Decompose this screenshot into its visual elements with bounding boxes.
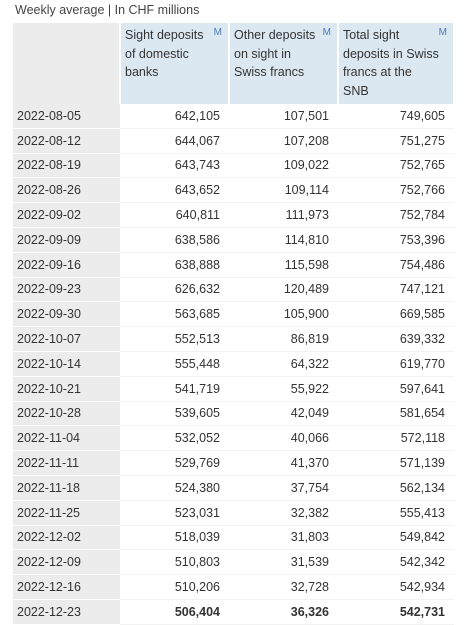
- cell-domestic-banks: 644,067: [120, 128, 229, 153]
- row-date: 2022-12-16: [13, 575, 120, 600]
- table-row: [13, 599, 454, 624]
- cell-domestic-banks: 552,513: [120, 327, 229, 352]
- cell-total: 747,121: [338, 277, 454, 302]
- table-row: [13, 277, 454, 302]
- cell-total: 542,731: [338, 599, 454, 624]
- cell-domestic-banks: 555,448: [120, 351, 229, 376]
- cell-total: 749,605: [338, 104, 454, 128]
- cell-total: 753,396: [338, 227, 454, 252]
- column-header-other-deposits: [229, 23, 338, 104]
- row-date: 2022-09-16: [13, 252, 120, 277]
- cell-total: 542,934: [338, 575, 454, 600]
- cell-other-deposits: 86,819: [229, 327, 338, 352]
- table-row: [13, 500, 454, 525]
- table-row: [13, 252, 454, 277]
- cell-other-deposits: 41,370: [229, 451, 338, 476]
- cell-total: 619,770: [338, 351, 454, 376]
- column-header-domestic-banks: [120, 23, 229, 104]
- cell-domestic-banks: 532,052: [120, 426, 229, 451]
- cell-domestic-banks: 523,031: [120, 500, 229, 525]
- cell-domestic-banks: 643,743: [120, 153, 229, 178]
- cell-other-deposits: 37,754: [229, 475, 338, 500]
- cell-domestic-banks: 642,105: [120, 104, 229, 128]
- table-row: [13, 351, 454, 376]
- cell-other-deposits: 55,922: [229, 376, 338, 401]
- cell-other-deposits: 31,539: [229, 550, 338, 575]
- metadata-badge[interactable]: M: [438, 27, 447, 38]
- cell-other-deposits: 64,322: [229, 351, 338, 376]
- cell-total: 754,486: [338, 252, 454, 277]
- cell-other-deposits: 115,598: [229, 252, 338, 277]
- column-header-label: Total sight deposits in Swiss francs at the SNB: [343, 28, 439, 98]
- cell-total: 597,641: [338, 376, 454, 401]
- cell-domestic-banks: 626,632: [120, 277, 229, 302]
- cell-total: 752,784: [338, 203, 454, 228]
- cell-other-deposits: 42,049: [229, 401, 338, 426]
- metadata-badge[interactable]: M: [322, 27, 331, 38]
- table-row: [13, 401, 454, 426]
- cell-other-deposits: 111,973: [229, 203, 338, 228]
- row-date: 2022-09-02: [13, 203, 120, 228]
- column-header-label: Sight deposits of domestic banks: [125, 28, 204, 79]
- table-row: [13, 227, 454, 252]
- row-date: 2022-11-18: [13, 475, 120, 500]
- cell-domestic-banks: 506,404: [120, 599, 229, 624]
- cell-other-deposits: 105,900: [229, 302, 338, 327]
- cell-domestic-banks: 510,803: [120, 550, 229, 575]
- row-date: 2022-12-09: [13, 550, 120, 575]
- row-date: 2022-10-14: [13, 351, 120, 376]
- row-date: 2022-08-26: [13, 178, 120, 203]
- cell-total: 562,134: [338, 475, 454, 500]
- table-row: [13, 550, 454, 575]
- cell-domestic-banks: 518,039: [120, 525, 229, 550]
- cell-total: 752,766: [338, 178, 454, 203]
- row-date: 2022-11-04: [13, 426, 120, 451]
- table-row: [13, 525, 454, 550]
- header-row: [13, 23, 454, 104]
- cell-domestic-banks: 529,769: [120, 451, 229, 476]
- cell-other-deposits: 32,728: [229, 575, 338, 600]
- cell-total: 572,118: [338, 426, 454, 451]
- table-caption: Weekly average | In CHF millions: [15, 3, 200, 17]
- cell-domestic-banks: 563,685: [120, 302, 229, 327]
- cell-other-deposits: 109,114: [229, 178, 338, 203]
- metadata-badge[interactable]: M: [213, 27, 222, 38]
- row-date: 2022-11-11: [13, 451, 120, 476]
- table-row: [13, 104, 454, 128]
- cell-domestic-banks: 640,811: [120, 203, 229, 228]
- row-date: 2022-08-12: [13, 128, 120, 153]
- cell-total: 542,342: [338, 550, 454, 575]
- row-date: 2022-10-07: [13, 327, 120, 352]
- cell-other-deposits: 114,810: [229, 227, 338, 252]
- table-row: [13, 178, 454, 203]
- row-date: 2022-12-23: [13, 599, 120, 624]
- cell-domestic-banks: 524,380: [120, 475, 229, 500]
- table-row: [13, 451, 454, 476]
- cell-other-deposits: 36,326: [229, 599, 338, 624]
- table-row: [13, 327, 454, 352]
- cell-domestic-banks: 643,652: [120, 178, 229, 203]
- cell-total: 752,765: [338, 153, 454, 178]
- table-row: [13, 128, 454, 153]
- row-date: 2022-08-19: [13, 153, 120, 178]
- cell-other-deposits: 107,208: [229, 128, 338, 153]
- cell-domestic-banks: 539,605: [120, 401, 229, 426]
- cell-other-deposits: 109,022: [229, 153, 338, 178]
- row-date: 2022-11-25: [13, 500, 120, 525]
- cell-total: 581,654: [338, 401, 454, 426]
- cell-total: 549,842: [338, 525, 454, 550]
- row-date: 2022-09-23: [13, 277, 120, 302]
- cell-total: 669,585: [338, 302, 454, 327]
- cell-total: 571,139: [338, 451, 454, 476]
- sight-deposits-table: [13, 23, 455, 625]
- cell-domestic-banks: 638,888: [120, 252, 229, 277]
- cell-total: 639,332: [338, 327, 454, 352]
- table-row: [13, 203, 454, 228]
- cell-domestic-banks: 510,206: [120, 575, 229, 600]
- cell-other-deposits: 120,489: [229, 277, 338, 302]
- row-date: 2022-09-30: [13, 302, 120, 327]
- table-row: [13, 302, 454, 327]
- column-header-total-sight-deposits: [338, 23, 454, 104]
- row-date: 2022-09-09: [13, 227, 120, 252]
- row-date: 2022-08-05: [13, 104, 120, 128]
- cell-total: 555,413: [338, 500, 454, 525]
- table-row: [13, 575, 454, 600]
- cell-other-deposits: 32,382: [229, 500, 338, 525]
- table-row: [13, 426, 454, 451]
- column-header-label: Other deposits on sight in Swiss francs: [234, 28, 316, 79]
- table-row: [13, 153, 454, 178]
- cell-other-deposits: 40,066: [229, 426, 338, 451]
- cell-other-deposits: 31,803: [229, 525, 338, 550]
- table-row: [13, 376, 454, 401]
- table-row: [13, 475, 454, 500]
- cell-other-deposits: 107,501: [229, 104, 338, 128]
- cell-domestic-banks: 541,719: [120, 376, 229, 401]
- row-date: 2022-10-28: [13, 401, 120, 426]
- row-date: 2022-12-02: [13, 525, 120, 550]
- cell-domestic-banks: 638,586: [120, 227, 229, 252]
- cell-total: 751,275: [338, 128, 454, 153]
- row-date: 2022-10-21: [13, 376, 120, 401]
- header-corner: [13, 23, 120, 104]
